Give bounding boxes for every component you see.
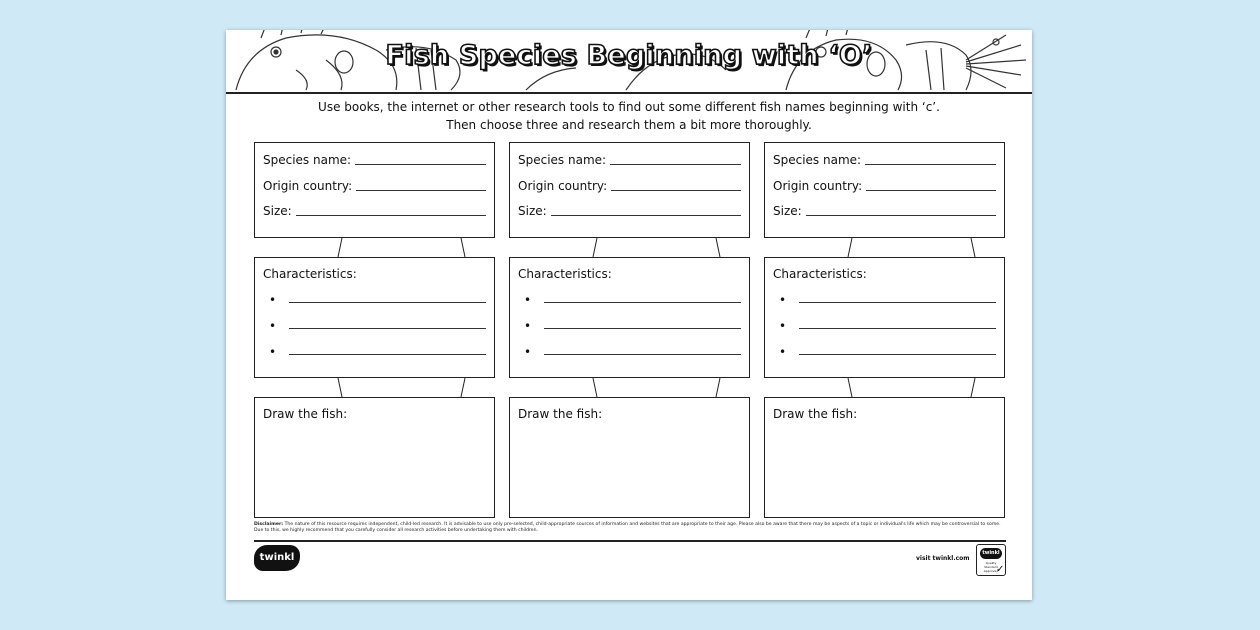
badge-cloud: twinkl (980, 548, 1002, 559)
box-connector (509, 238, 750, 257)
characteristic-line[interactable] (269, 292, 486, 306)
answer-line (610, 162, 741, 165)
characteristics-box (509, 257, 750, 378)
bullet-icon: • (269, 319, 277, 333)
drawing-box[interactable] (509, 397, 750, 518)
bullet-icon: • (524, 319, 532, 333)
size-label: Size: (518, 204, 547, 218)
instructions (226, 98, 1032, 134)
characteristics-box (764, 257, 1005, 378)
answer-line (865, 162, 996, 165)
characteristic-line[interactable] (524, 292, 741, 306)
origin-country-label: Origin country: (518, 179, 608, 193)
twinkl-logo: twinkl (254, 545, 300, 571)
quality-badge (976, 544, 1006, 576)
instructions-line-2: Then choose three and research them a bit more thoroughly. (446, 118, 812, 132)
characteristic-line[interactable] (524, 318, 741, 332)
characteristic-line[interactable] (779, 344, 996, 358)
answer-line (611, 188, 741, 191)
draw-heading: Draw the fish: (773, 407, 858, 421)
answer-line (289, 328, 486, 329)
characteristic-line[interactable] (779, 318, 996, 332)
bullet-icon: • (524, 345, 532, 359)
answer-line (289, 354, 486, 355)
size-field[interactable] (518, 202, 741, 218)
characteristics-heading: Characteristics: (518, 267, 612, 281)
disclaimer-label: Disclaimer: (254, 522, 284, 527)
characteristics-heading: Characteristics: (773, 267, 867, 281)
species-name-label: Species name: (263, 153, 352, 167)
answer-line (544, 354, 741, 355)
origin-country-field[interactable] (518, 177, 741, 193)
characteristic-line[interactable] (269, 344, 486, 358)
worksheet (226, 30, 1032, 600)
box-connector (254, 238, 495, 257)
box-connector (764, 238, 1005, 257)
species-name-field[interactable] (263, 151, 486, 167)
box-connector (764, 378, 1005, 397)
species-name-field[interactable] (518, 151, 741, 167)
bullet-icon: • (779, 293, 787, 307)
bullet-icon: • (269, 345, 277, 359)
characteristic-line[interactable] (269, 318, 486, 332)
badge-text: Quality Standard Approved (983, 561, 999, 573)
box-connector (254, 378, 495, 397)
disclaimer-text: The nature of this resource requires independent, child-led research. It is advisable to use only pre-selected, child-appropriate sources of information and websites that are appropriate to their age. Please also be aware that there may be aspects of a topic or individual's life which may be controversial to some. Due to this, we highly recommend that you carefully consider all research activities before undertaking them with children. (254, 522, 1001, 533)
characteristics-box (254, 257, 495, 378)
species-name-field[interactable] (773, 151, 996, 167)
box-connector (509, 378, 750, 397)
answer-line (544, 302, 741, 303)
answer-line (289, 302, 486, 303)
answer-line (806, 213, 996, 216)
bullet-icon: • (524, 293, 532, 307)
answer-line (799, 354, 996, 355)
check-icon: ✓ (996, 564, 1005, 575)
origin-country-field[interactable] (263, 177, 486, 193)
characteristic-line[interactable] (524, 344, 741, 358)
drawing-box[interactable] (254, 397, 495, 518)
disclaimer (254, 522, 1006, 534)
origin-country-label: Origin country: (773, 179, 863, 193)
bullet-icon: • (269, 293, 277, 307)
species-name-label: Species name: (773, 153, 862, 167)
characteristics-heading: Characteristics: (263, 267, 357, 281)
answer-line (799, 328, 996, 329)
answer-line (551, 213, 741, 216)
answer-line (799, 302, 996, 303)
answer-line (296, 213, 486, 216)
size-field[interactable] (263, 202, 486, 218)
answer-line (544, 328, 741, 329)
title-banner (226, 30, 1032, 94)
bullet-icon: • (779, 345, 787, 359)
species-info-box (764, 142, 1005, 238)
origin-country-field[interactable] (773, 177, 996, 193)
bullet-icon: • (779, 319, 787, 333)
drawing-box[interactable] (764, 397, 1005, 518)
draw-heading: Draw the fish: (518, 407, 603, 421)
species-info-box (509, 142, 750, 238)
instructions-line-1: Use books, the internet or other research tools to find out some different fish names beginning with ‘c’. (318, 100, 940, 114)
answer-line (355, 162, 486, 165)
size-label: Size: (773, 204, 802, 218)
draw-heading: Draw the fish: (263, 407, 348, 421)
species-name-label: Species name: (518, 153, 607, 167)
size-label: Size: (263, 204, 292, 218)
size-field[interactable] (773, 202, 996, 218)
species-info-box (254, 142, 495, 238)
page-title: Fish Species Beginning with ‘O’ (385, 40, 873, 71)
answer-line (356, 188, 486, 191)
answer-line (866, 188, 996, 191)
characteristic-line[interactable] (779, 292, 996, 306)
visit-link[interactable]: visit twinkl.com (916, 555, 970, 562)
origin-country-label: Origin country: (263, 179, 353, 193)
footer-divider (254, 540, 1006, 542)
